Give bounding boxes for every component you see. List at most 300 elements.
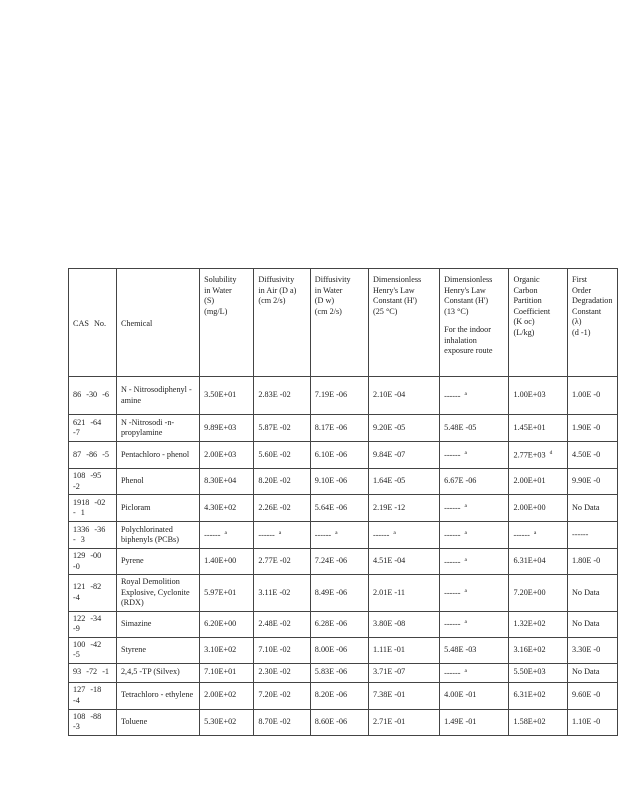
cell-koc (509, 663, 568, 682)
cell-henry-13c-value: 6.67E -06 (444, 476, 477, 486)
cell-chemical-value: Royal Demolition Explosive, Cyclonite (RDX) (120, 577, 190, 607)
table-row (69, 495, 618, 522)
cell-decay (568, 442, 618, 469)
cell-henry-13c (440, 442, 509, 469)
cell-cas (69, 709, 117, 735)
cell-decay-value: 9.90E -0 (572, 476, 601, 486)
cell-diffusivity-air-value: 2.77E -02 (258, 556, 291, 566)
chemical-properties-table (68, 268, 618, 736)
cell-solubility-value: 8.30E+04 (204, 476, 237, 486)
cell-cas-value: 127 -18 -4 (73, 685, 102, 705)
cell-chemical (116, 469, 199, 495)
cell-diffusivity-air (254, 611, 310, 637)
cell-koc (509, 575, 568, 612)
cell-cas-value: 129 -00 -0 (73, 551, 102, 571)
cell-chemical (116, 415, 199, 442)
cell-henry-25c (368, 377, 439, 415)
cell-henry-13c (440, 415, 509, 442)
cell-diffusivity-air-value: 8.70E -02 (258, 716, 291, 726)
cell-henry-25c-value: 1.11E -01 (372, 644, 405, 654)
table-row (69, 469, 618, 495)
cell-henry-25c (368, 611, 439, 637)
cell-chemical-value: Pyrene (120, 556, 144, 566)
cell-henry-13c-value: 5.48E -03 (444, 644, 477, 654)
footnote-marker: a (464, 667, 467, 674)
cell-henry-13c-value: ------ (444, 504, 461, 514)
cell-henry-13c-value: 4.00E -01 (444, 690, 477, 700)
cell-cas (69, 442, 117, 469)
cell-koc-value: 1.58E+02 (513, 716, 546, 726)
cell-henry-13c-value: ------ (444, 391, 461, 401)
header-diffusivity-water (310, 269, 368, 377)
cell-solubility (200, 522, 254, 549)
cell-henry-13c-value: ------ (444, 620, 461, 630)
cell-chemical (116, 495, 199, 522)
cell-koc (509, 549, 568, 575)
header-line: Carbon (513, 285, 538, 295)
header-henry-25c (368, 269, 439, 377)
cell-solubility-value: 3.50E+01 (204, 390, 237, 400)
header-line: Partition (513, 296, 542, 305)
header-line: Constant (572, 306, 602, 316)
cell-diffusivity-air-value: 2.83E -02 (258, 390, 291, 400)
header-line: (K oc) (513, 317, 535, 326)
cell-decay-value: No Data (572, 587, 600, 597)
cell-diffusivity-water-value: ------ (314, 531, 332, 541)
cell-henry-13c (440, 682, 509, 709)
cell-diffusivity-water (310, 709, 368, 735)
cell-henry-25c-value: 3.71E -07 (372, 667, 406, 677)
footnote-marker: a (393, 530, 396, 537)
header-line: Diffusivity (314, 275, 351, 284)
cell-diffusivity-air-value: 5.60E -02 (258, 449, 291, 459)
cell-diffusivity-water (310, 682, 368, 709)
cell-henry-13c (440, 663, 509, 682)
cell-henry-13c (440, 469, 509, 495)
cell-koc (509, 637, 568, 663)
cell-cas (69, 469, 117, 495)
cell-decay-value: No Data (572, 502, 600, 512)
cell-cas-value: 121 -82 -4 (73, 582, 102, 602)
cell-diffusivity-water-value: 8.20E -06 (314, 690, 348, 700)
cell-decay-value: 4.50E -0 (572, 449, 601, 459)
cell-diffusivity-air (254, 663, 310, 682)
cell-solubility (200, 663, 254, 682)
cell-cas (69, 611, 117, 637)
cell-henry-13c-value: ------ (444, 668, 461, 678)
cell-koc (509, 522, 568, 549)
header-henry-13c-lines (444, 275, 504, 317)
cell-koc-value: ------ (513, 531, 530, 541)
header-chemical: Chemical (116, 269, 199, 377)
cell-diffusivity-water-value: 8.49E -06 (314, 587, 348, 597)
cell-cas-value: 108 -88 -3 (73, 711, 102, 731)
cell-diffusivity-water-value: 7.19E -06 (314, 390, 348, 400)
cell-diffusivity-water-value: 7.24E -06 (314, 556, 348, 566)
cell-cas (69, 549, 117, 575)
cell-koc-value: 1.32E+02 (513, 618, 546, 628)
cell-diffusivity-air (254, 575, 310, 612)
cell-chemical-value: N - Nitrosodiphenyl - amine (120, 385, 192, 405)
cell-chemical-value: Styrene (120, 644, 146, 654)
cell-decay (568, 575, 618, 612)
header-line: (13 °C) (444, 306, 469, 316)
header-line: in Air (D a) (258, 285, 297, 295)
cell-henry-13c-value: 5.48E -05 (444, 422, 477, 432)
cell-decay-value: No Data (572, 618, 600, 628)
cell-diffusivity-water (310, 415, 368, 442)
cell-diffusivity-air (254, 495, 310, 522)
cell-henry-25c (368, 682, 439, 709)
table-row (69, 442, 618, 469)
cell-decay (568, 663, 618, 682)
cell-henry-13c (440, 637, 509, 663)
cell-diffusivity-air-value: 2.26E -02 (258, 502, 291, 512)
cell-chemical (116, 522, 199, 549)
cell-solubility (200, 495, 254, 522)
header-line: First (572, 275, 588, 284)
cell-cas (69, 522, 117, 549)
table-body (69, 377, 618, 736)
cell-diffusivity-air-value: 7.20E -02 (258, 690, 291, 700)
cell-diffusivity-air-value: 3.11E -02 (258, 587, 291, 597)
cell-henry-25c-value: 2.71E -01 (372, 716, 406, 726)
cell-cas-value: 1918 -02 - 1 (73, 497, 106, 517)
cell-koc-value: 2.00E+00 (513, 502, 546, 512)
cell-koc-value: 5.50E+03 (513, 667, 546, 677)
cell-henry-25c-value: 2.19E -12 (372, 502, 406, 512)
cell-diffusivity-water-value: 8.00E -06 (314, 644, 348, 654)
cell-diffusivity-water-value: 6.28E -06 (314, 618, 348, 628)
header-line: Dimensionless (444, 275, 493, 284)
cell-henry-13c (440, 549, 509, 575)
cell-koc-value: 1.00E+03 (513, 390, 546, 400)
cell-solubility (200, 709, 254, 735)
cell-chemical-value: N -Nitrosodi -n- propylamine (120, 417, 175, 437)
cell-decay-value: 3.30E -0 (572, 644, 601, 654)
header-solubility (200, 269, 254, 377)
cell-diffusivity-air (254, 549, 310, 575)
cell-solubility (200, 377, 254, 415)
header-line: Constant (H') (372, 296, 417, 305)
cell-solubility (200, 442, 254, 469)
cell-henry-25c (368, 415, 439, 442)
cell-cas-value: 108 -95 -2 (73, 471, 102, 491)
header-line: Organic (513, 275, 540, 284)
header-line: (25 °C) (372, 306, 398, 316)
cell-koc (509, 415, 568, 442)
footnote-marker: a (464, 390, 467, 397)
cell-henry-25c-value: 1.64E -05 (372, 476, 406, 486)
cell-solubility-value: 5.30E+02 (204, 716, 237, 726)
header-line: Order (572, 285, 592, 295)
cell-decay (568, 495, 618, 522)
table-row (69, 549, 618, 575)
table-row (69, 682, 618, 709)
cell-diffusivity-water (310, 663, 368, 682)
cell-koc (509, 469, 568, 495)
cell-koc (509, 682, 568, 709)
header-line: (L/kg) (513, 327, 535, 337)
header-line: in Water (204, 285, 232, 295)
cell-diffusivity-water (310, 637, 368, 663)
cell-decay-value: ------ (572, 529, 589, 539)
footnote-marker: a (464, 619, 467, 626)
header-line: (S) (204, 296, 215, 305)
header-line: Coefficient (513, 306, 551, 316)
cell-cas-value: 1336 -36 - 3 (73, 524, 106, 544)
cell-diffusivity-air-value: 2.30E -02 (258, 667, 291, 677)
footnote-marker: a (464, 588, 467, 595)
cell-diffusivity-air-value: 8.20E -02 (258, 476, 291, 486)
cell-henry-13c (440, 522, 509, 549)
cell-diffusivity-water (310, 575, 368, 612)
cell-koc (509, 709, 568, 735)
cell-diffusivity-air-value: ------ (258, 531, 275, 541)
cell-henry-13c (440, 611, 509, 637)
cell-cas (69, 415, 117, 442)
cell-henry-13c (440, 377, 509, 415)
cell-decay (568, 709, 618, 735)
cell-solubility-value: 5.97E+01 (204, 587, 237, 597)
table-row (69, 575, 618, 612)
cell-solubility (200, 415, 254, 442)
cell-solubility-value: 1.40E+00 (204, 556, 237, 566)
cell-diffusivity-air (254, 682, 310, 709)
cell-decay (568, 549, 618, 575)
cell-henry-25c-value: 2.10E -04 (372, 390, 406, 400)
cell-henry-13c (440, 709, 509, 735)
cell-chemical-value: Toluene (120, 716, 148, 726)
cell-solubility-value: 4.30E+02 (204, 502, 237, 512)
header-line: in Water (314, 285, 343, 295)
cell-chemical (116, 377, 199, 415)
header-koc (509, 269, 568, 377)
header-line: Solubility (204, 275, 237, 284)
header-line: (cm 2/s) (314, 306, 342, 316)
cell-diffusivity-air-value: 5.87E -02 (258, 422, 291, 432)
cell-diffusivity-air (254, 637, 310, 663)
header-cas: CAS No. (69, 269, 117, 377)
cell-koc-value: 7.20E+00 (513, 587, 546, 597)
cell-solubility-value: 3.10E+02 (204, 644, 237, 654)
header-diffusivity-air (254, 269, 310, 377)
cell-henry-25c-value: 4.51E -04 (372, 556, 406, 566)
header-line: Henry's Law (372, 285, 415, 295)
cell-cas-value: 87 -86 -5 (73, 449, 110, 459)
header-decay (568, 269, 618, 377)
cell-henry-25c (368, 549, 439, 575)
cell-diffusivity-water-value: 9.10E -06 (314, 476, 348, 486)
cell-diffusivity-water-value: 8.17E -06 (314, 422, 348, 432)
cell-henry-25c-value: 2.01E -11 (372, 587, 405, 597)
cell-henry-25c (368, 495, 439, 522)
cell-henry-25c (368, 442, 439, 469)
cell-koc (509, 611, 568, 637)
cell-chemical-value: 2,4,5 -TP (Silvex) (120, 667, 180, 677)
cell-henry-25c (368, 637, 439, 663)
cell-henry-25c-value: 7.38E -01 (372, 690, 406, 700)
footnote-marker: a (464, 530, 467, 537)
cell-henry-25c-value: 3.80E -08 (372, 618, 406, 628)
cell-solubility-value: 2.00E+02 (204, 690, 237, 700)
cell-koc (509, 377, 568, 415)
footnote-marker: a (464, 503, 467, 510)
header-henry-13c-note: For the indoor inhalation exposure route (444, 325, 493, 355)
cell-solubility-value: 7.10E+01 (204, 667, 237, 677)
footnote-marker: a (464, 450, 467, 457)
cell-diffusivity-water-value: 5.83E -06 (314, 667, 348, 677)
footnote-marker: a (335, 530, 338, 537)
cell-chemical (116, 709, 199, 735)
cell-henry-13c-value: 1.49E -01 (444, 716, 477, 726)
cell-diffusivity-water-value: 5.64E -06 (314, 502, 348, 512)
header-line: Dimensionless (372, 275, 422, 284)
table-row (69, 415, 618, 442)
header-row (69, 269, 618, 377)
cell-solubility-value: 6.20E+00 (204, 618, 237, 628)
cell-solubility (200, 469, 254, 495)
cell-diffusivity-water (310, 549, 368, 575)
cell-solubility (200, 575, 254, 612)
cell-solubility-value: 9.89E+03 (204, 422, 237, 432)
cell-henry-25c (368, 469, 439, 495)
cell-cas (69, 682, 117, 709)
cell-henry-25c (368, 522, 439, 549)
header-line: (cm 2/s) (258, 296, 286, 305)
cell-chemical (116, 637, 199, 663)
cell-decay-value: 1.90E -0 (572, 422, 601, 432)
cell-koc-value: 6.31E+04 (513, 556, 546, 566)
cell-cas-value: 122 -34 -9 (73, 613, 102, 633)
header-line: (λ) (572, 317, 582, 326)
cell-henry-25c-value: 9.84E -07 (372, 449, 406, 459)
cell-chemical-value: Picloram (120, 502, 151, 512)
cell-decay (568, 611, 618, 637)
cell-decay-value: 1.00E -0 (572, 390, 601, 400)
cell-henry-13c-value: ------ (444, 451, 461, 461)
cell-diffusivity-water (310, 442, 368, 469)
cell-henry-13c-value: ------ (444, 531, 461, 541)
cell-solubility (200, 682, 254, 709)
cell-koc-value: 6.31E+02 (513, 690, 546, 700)
cell-koc (509, 442, 568, 469)
cell-diffusivity-water-value: 6.10E -06 (314, 449, 348, 459)
cell-diffusivity-water (310, 611, 368, 637)
header-line: Degradation (572, 296, 613, 305)
cell-solubility-value: 2.00E+03 (204, 449, 237, 459)
cell-decay-value: 9.60E -0 (572, 690, 601, 700)
cell-solubility-value: ------ (204, 531, 221, 541)
header-line: Constant (H') (444, 296, 489, 305)
cell-koc (509, 495, 568, 522)
table-row (69, 663, 618, 682)
cell-diffusivity-air (254, 415, 310, 442)
cell-henry-25c-value: ------ (372, 531, 390, 541)
cell-chemical (116, 682, 199, 709)
cell-diffusivity-water (310, 522, 368, 549)
cell-chemical-value: Tetrachloro - ethylene (120, 690, 194, 700)
header-line: (D w) (314, 296, 335, 305)
cell-decay-value: 1.80E -0 (572, 556, 601, 566)
header-line: (mg/L) (204, 306, 228, 316)
cell-cas-value: 100 -42 -5 (73, 639, 102, 659)
cell-koc-value: 2.00E+01 (513, 476, 546, 486)
header-line: (d -1) (572, 327, 591, 337)
table-row (69, 377, 618, 415)
cell-decay (568, 682, 618, 709)
footnote-marker: a (464, 556, 467, 563)
cell-decay (568, 415, 618, 442)
cell-diffusivity-water-value: 8.60E -06 (314, 716, 348, 726)
cell-henry-13c (440, 575, 509, 612)
cell-diffusivity-water (310, 495, 368, 522)
cell-cas (69, 377, 117, 415)
footnote-marker: d (549, 450, 553, 457)
cell-diffusivity-water (310, 377, 368, 415)
cell-henry-13c-value: ------ (444, 588, 461, 598)
cell-diffusivity-air-value: 7.10E -02 (258, 644, 291, 654)
cell-diffusivity-air (254, 522, 310, 549)
cell-diffusivity-air (254, 377, 310, 415)
cell-chemical-value: Polychlorinated biphenyls (PCBs) (120, 524, 179, 544)
cell-henry-25c (368, 575, 439, 612)
cell-chemical-value: Simazine (120, 618, 152, 628)
cell-henry-13c-value: ------ (444, 557, 461, 567)
cell-cas (69, 495, 117, 522)
cell-koc-value: 1.45E+01 (513, 422, 546, 432)
cell-diffusivity-air (254, 442, 310, 469)
header-line: Diffusivity (258, 275, 295, 284)
header-henry-13c (440, 269, 509, 377)
cell-cas-value: 93 -72 -1 (73, 667, 110, 677)
table-row (69, 611, 618, 637)
table-row (69, 522, 618, 549)
table-row (69, 709, 618, 735)
cell-decay (568, 637, 618, 663)
cell-solubility (200, 611, 254, 637)
cell-decay (568, 377, 618, 415)
cell-solubility (200, 549, 254, 575)
cell-diffusivity-water (310, 469, 368, 495)
cell-henry-25c (368, 709, 439, 735)
cell-decay (568, 522, 618, 549)
cell-solubility (200, 637, 254, 663)
cell-koc-value: 2.77E+03 (513, 451, 546, 461)
cell-decay-value: No Data (572, 667, 600, 677)
footnote-marker: a (224, 530, 227, 537)
cell-diffusivity-air-value: 2.48E -02 (258, 618, 291, 628)
header-line: Henry's Law (444, 285, 486, 295)
cell-decay (568, 469, 618, 495)
cell-henry-13c (440, 495, 509, 522)
cell-cas-value: 621 -64 -7 (73, 417, 102, 437)
cell-diffusivity-air (254, 709, 310, 735)
cell-henry-25c (368, 663, 439, 682)
cell-chemical (116, 442, 199, 469)
cell-henry-25c-value: 9.20E -05 (372, 422, 406, 432)
cell-chemical (116, 611, 199, 637)
cell-cas (69, 663, 117, 682)
table-row (69, 637, 618, 663)
cell-chemical (116, 575, 199, 612)
cell-koc-value: 3.16E+02 (513, 644, 546, 654)
cell-chemical-value: Pentachloro - phenol (120, 449, 190, 459)
cell-cas (69, 637, 117, 663)
cell-chemical (116, 663, 199, 682)
footnote-marker: a (278, 530, 282, 537)
cell-chemical-value: Phenol (120, 476, 144, 486)
